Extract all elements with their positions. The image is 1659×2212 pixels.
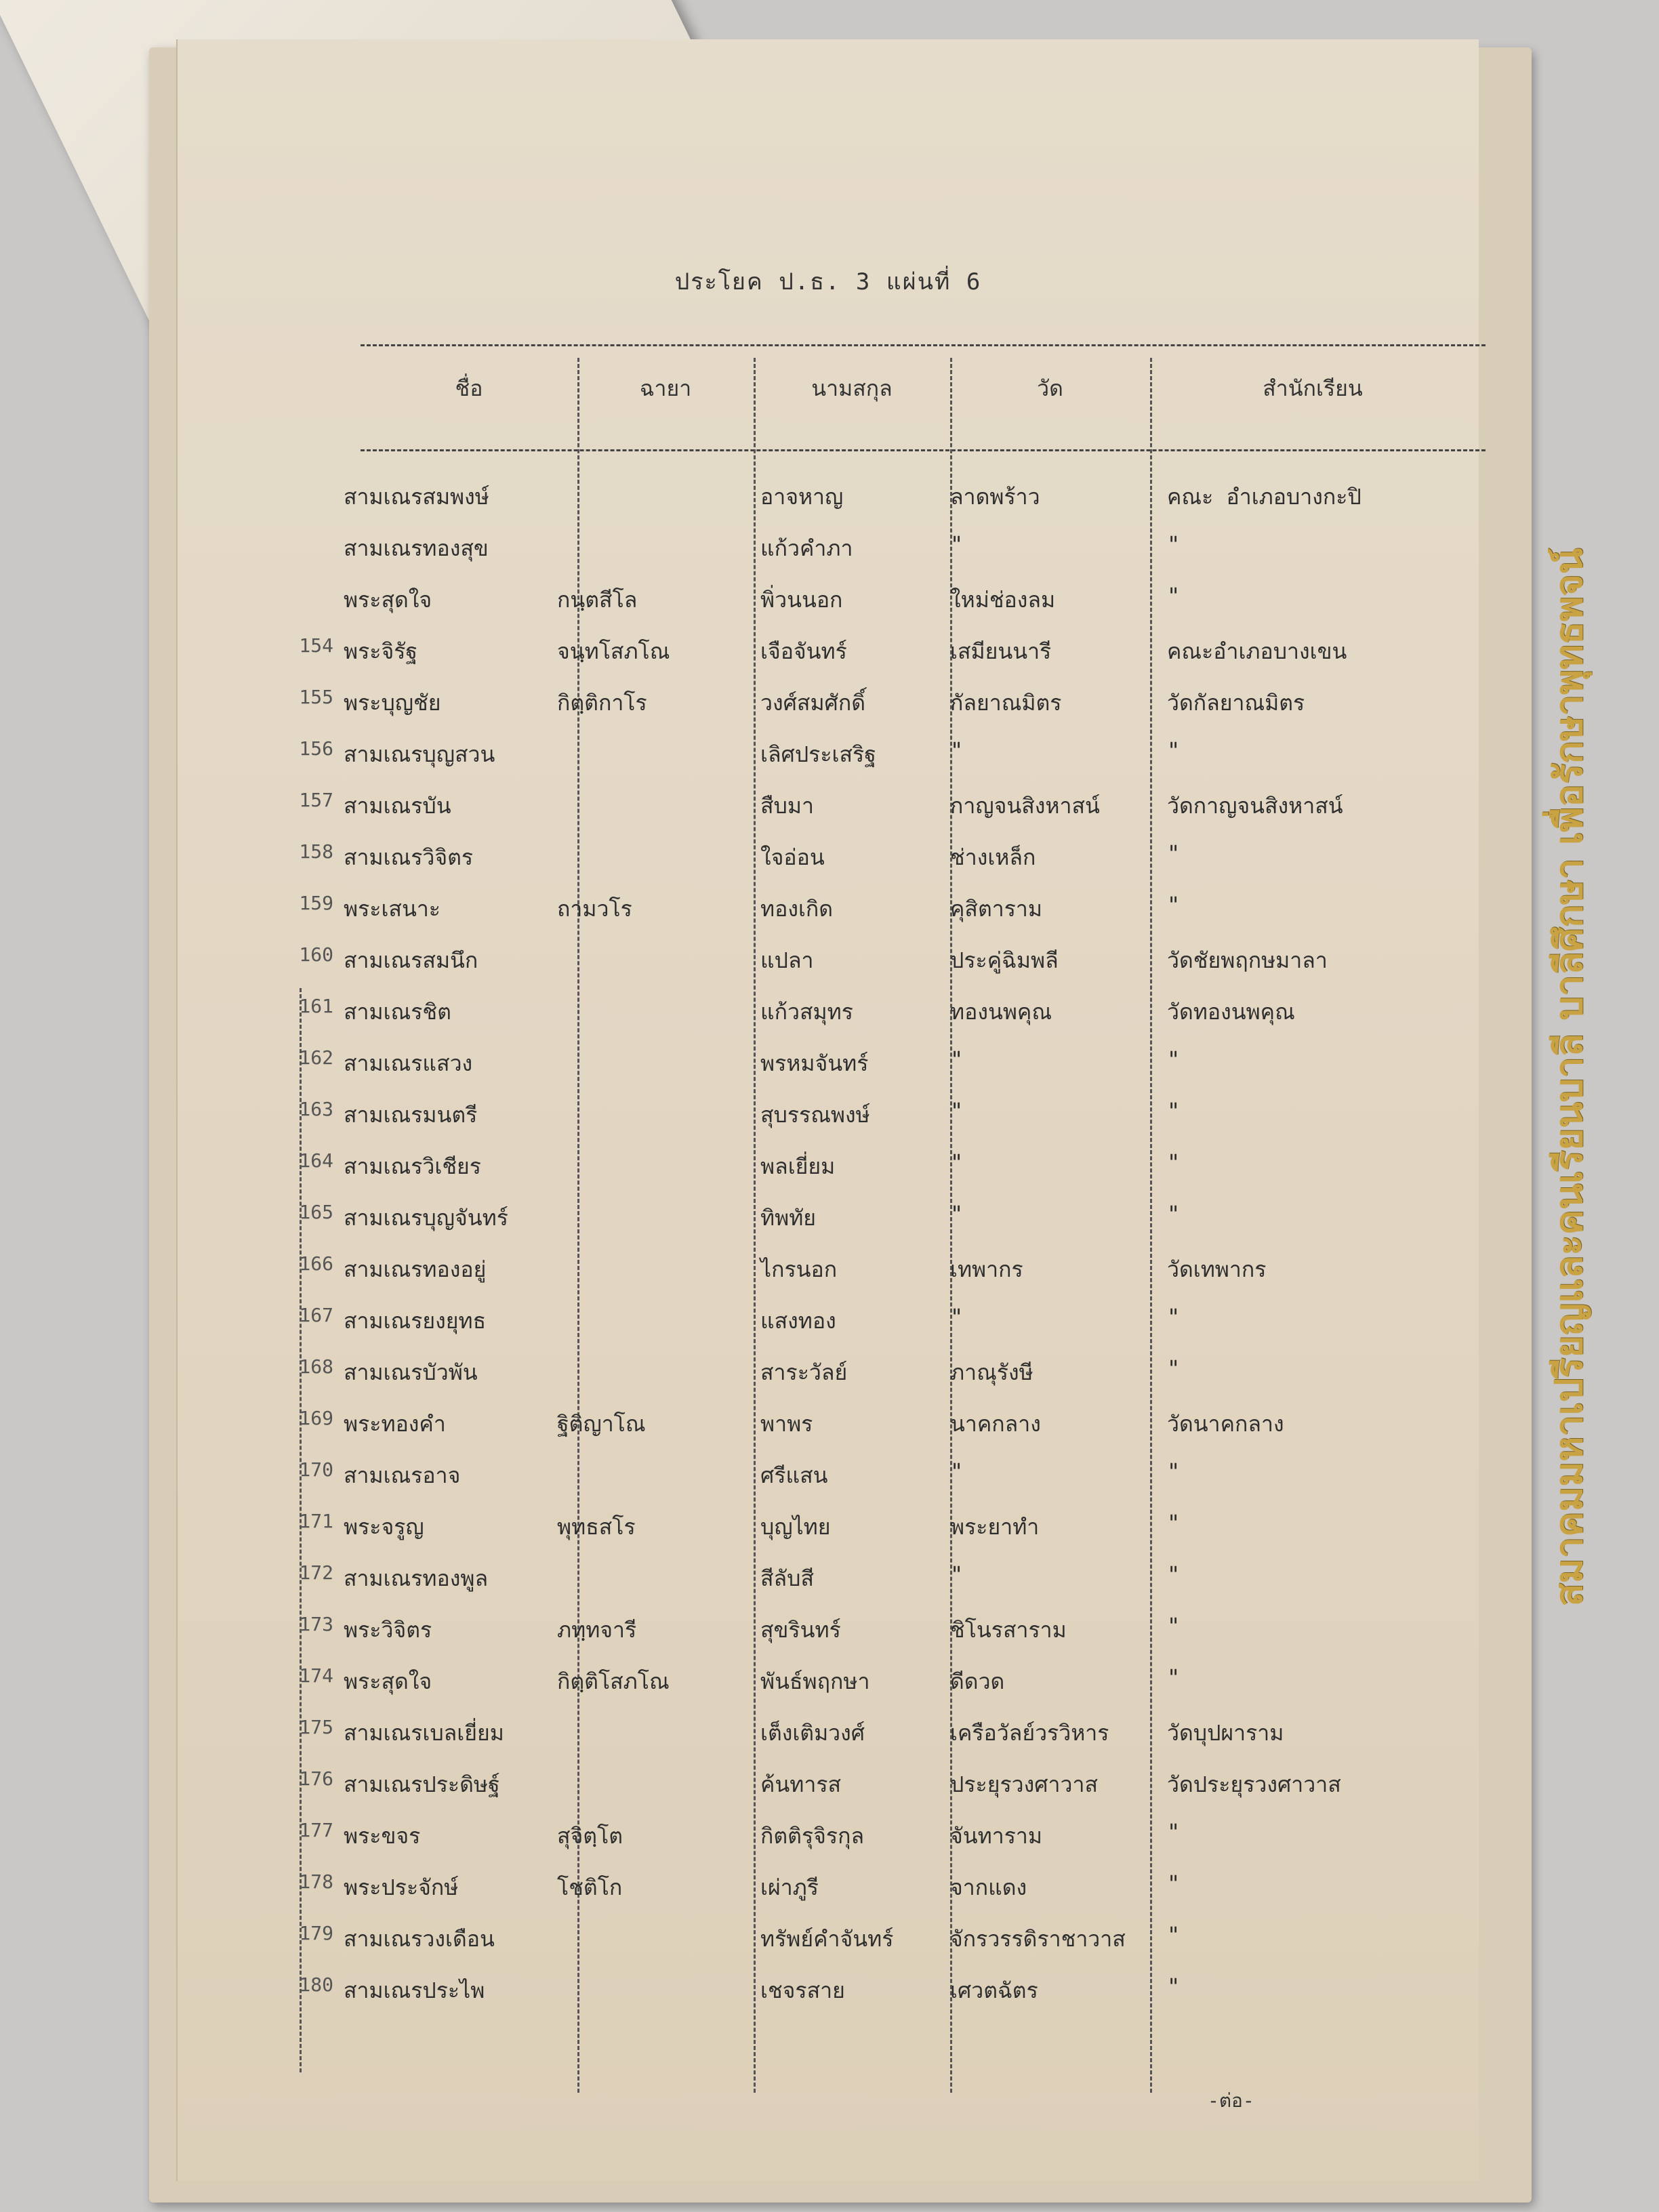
cell-temple: ภาณุรังษี <box>950 1359 1033 1385</box>
cell-name: พระจิรัฐ <box>344 638 418 664</box>
cell-school: " <box>1167 1973 1181 1999</box>
table-row <box>178 1407 1479 1457</box>
cell-temple: " <box>950 531 964 557</box>
table-row <box>178 1561 1479 1612</box>
cell-temple: เสมียนนารี <box>950 638 1052 664</box>
table-row <box>178 1870 1479 1921</box>
cell-surname: ทรัพย์คำจันทร์ <box>760 1926 894 1952</box>
cell-name: พระสุดใจ <box>344 587 432 613</box>
cell-num: 165 <box>299 1201 333 1223</box>
cell-name: สามเณรวิเชียร <box>344 1153 481 1179</box>
table-row <box>178 737 1479 787</box>
cell-school: " <box>1167 892 1181 918</box>
table-row <box>178 1510 1479 1560</box>
table-row <box>178 943 1479 994</box>
header-temple: วัด <box>1037 375 1063 401</box>
cell-num: 158 <box>299 840 333 863</box>
cell-name: สามเณรประดิษฐ์ <box>344 1771 500 1797</box>
table-row <box>178 1201 1479 1251</box>
cell-name: สามเณรสมนึก <box>344 947 478 973</box>
cell-num: 178 <box>299 1870 333 1893</box>
cell-name: พระบุญชัย <box>344 690 441 716</box>
cell-temple: พระยาทำ <box>950 1514 1040 1540</box>
cell-num: 179 <box>299 1922 333 1944</box>
cell-num: 164 <box>299 1149 333 1172</box>
cell-name: สามเณรวิจิตร <box>344 844 474 870</box>
cell-temple: เทพากร <box>950 1256 1023 1282</box>
header-name: ชื่อ <box>455 375 483 401</box>
cell-surname: ไกรนอก <box>760 1256 838 1282</box>
cell-num: 177 <box>299 1819 333 1841</box>
cell-name: พระสุดใจ <box>344 1668 432 1694</box>
cell-alias: โชติโก <box>557 1875 623 1900</box>
cell-surname: ศรีแสน <box>760 1462 828 1488</box>
cell-name: สามเณรวงเดือน <box>344 1926 495 1952</box>
cell-temple: จากแดง <box>950 1875 1027 1900</box>
cell-num: 156 <box>299 737 333 760</box>
cell-alias: พุทธสโร <box>557 1514 636 1540</box>
cell-surname: เลิศประเสริฐ <box>760 741 876 767</box>
watermark-text: สมาคมมหาเปรียญและคนเรียนบาลี บาลีศึกษา เพื่อรักษาพุทธพจน์ <box>1547 548 1591 1607</box>
table-row <box>178 1304 1479 1354</box>
table-row <box>178 1046 1479 1097</box>
cell-num: 167 <box>299 1304 333 1326</box>
cell-alias: จนฺทโสภโณ <box>557 638 670 664</box>
cell-name: พระจรูญ <box>344 1514 424 1540</box>
cell-surname: แก้วคำภา <box>760 535 853 561</box>
cell-school: คณะอำเภอบางเขน <box>1167 638 1347 664</box>
cell-temple: " <box>950 1458 964 1484</box>
cell-num: 168 <box>299 1355 333 1378</box>
cell-surname: ใจอ่อน <box>760 844 825 870</box>
cell-school: " <box>1167 1201 1181 1227</box>
cell-school: " <box>1167 1458 1181 1484</box>
cell-school: " <box>1167 1304 1181 1330</box>
cell-num: 176 <box>299 1767 333 1790</box>
table-row <box>178 892 1479 942</box>
cell-temple: จักรวรรดิราชาวาส <box>950 1926 1126 1952</box>
cell-surname: อาจหาญ <box>760 484 844 510</box>
cell-num: 172 <box>299 1561 333 1584</box>
cell-school: วัดนาคกลาง <box>1167 1411 1284 1437</box>
cell-surname: บุญไทย <box>760 1514 831 1540</box>
cell-surname: สีลับสี <box>760 1565 814 1591</box>
cell-school: " <box>1167 1561 1181 1587</box>
cell-num: 160 <box>299 943 333 966</box>
cell-alias: สุจิตฺโต <box>557 1823 623 1849</box>
cell-name: สามเณรอาจ <box>344 1462 461 1488</box>
cell-temple: ชิโนรสาราม <box>950 1617 1067 1643</box>
cell-name: สามเณรยงยุทธ <box>344 1308 487 1334</box>
cell-surname: แปลา <box>760 947 814 973</box>
cell-surname: กิตติรุจิรกุล <box>760 1823 865 1849</box>
cell-num: 154 <box>299 634 333 657</box>
cell-temple: จันทาราม <box>950 1823 1042 1849</box>
cell-surname: เจือจันทร์ <box>760 638 847 664</box>
cell-num: 170 <box>299 1458 333 1481</box>
cell-surname: ทองเกิด <box>760 896 834 922</box>
cell-num: 161 <box>299 995 333 1017</box>
cell-surname: วงศ์สมศักดิ์ <box>760 690 865 716</box>
table-row <box>178 1716 1479 1766</box>
table-row <box>178 1149 1479 1200</box>
cell-temple: " <box>950 1098 964 1124</box>
table-row <box>178 583 1479 633</box>
header-school: สำนักเรียน <box>1263 375 1363 401</box>
cell-num: 163 <box>299 1098 333 1120</box>
cell-num: 175 <box>299 1716 333 1738</box>
cell-num: 171 <box>299 1510 333 1532</box>
cell-temple: " <box>950 1561 964 1587</box>
table-row <box>178 995 1479 1045</box>
cell-alias: กิตฺติโสภโณ <box>557 1668 670 1694</box>
cell-surname: พิ่วนนอก <box>760 587 843 613</box>
cell-name: สามเณรบุญจันทร์ <box>344 1205 508 1231</box>
cell-surname: พลเยี่ยม <box>760 1153 836 1179</box>
cell-temple: " <box>950 1304 964 1330</box>
cell-temple: " <box>950 1201 964 1227</box>
cell-surname: เผ่าภูรี <box>760 1875 819 1900</box>
cell-school: " <box>1167 1098 1181 1124</box>
cell-temple: ลาดพร้าว <box>950 484 1040 510</box>
cell-name: สามเณรบัน <box>344 793 451 819</box>
cell-school: " <box>1167 1819 1181 1845</box>
cell-surname: เต็งเติมวงศ์ <box>760 1720 865 1746</box>
header-surname: นามสกุล <box>811 375 893 401</box>
header-top-rule <box>361 344 1486 346</box>
cell-name: สามเณรชิต <box>344 999 451 1025</box>
cell-name: สามเณรทองสุข <box>344 535 489 561</box>
table-row <box>178 1355 1479 1406</box>
page-title: ประโยค ป.ธ. 3 แผ่นที่ 6 <box>674 268 982 295</box>
cell-school: " <box>1167 1870 1181 1896</box>
cell-num: 169 <box>299 1407 333 1429</box>
watermark <box>1518 441 1620 1715</box>
table-row <box>178 789 1479 839</box>
cell-school: วัดบุปผาราม <box>1167 1720 1284 1746</box>
cell-temple: ดีดวด <box>950 1668 1005 1694</box>
cell-temple: เศวตฉัตร <box>950 1978 1038 2003</box>
cell-temple: " <box>950 737 964 763</box>
cell-surname: สุขรินทร์ <box>760 1617 841 1643</box>
table-row <box>178 531 1479 581</box>
cell-name: สามเณรบุญสวน <box>344 741 495 767</box>
cell-surname: พันธ์พฤกษา <box>760 1668 870 1694</box>
cell-school: " <box>1167 583 1181 609</box>
cell-name: พระทองคำ <box>344 1411 446 1437</box>
table-row <box>178 686 1479 736</box>
header-bottom-rule <box>361 449 1486 451</box>
cell-school: " <box>1167 1664 1181 1690</box>
cell-temple: ช่างเหล็ก <box>950 844 1036 870</box>
cell-surname: พรหมจันทร์ <box>760 1050 869 1076</box>
cell-school: " <box>1167 1510 1181 1536</box>
cell-school: วัดเทพากร <box>1167 1256 1267 1282</box>
cell-temple: " <box>950 1046 964 1072</box>
cell-name: สามเณรมนตรี <box>344 1102 478 1128</box>
cell-school: คณะ อำเภอบางกะปิ <box>1167 484 1361 510</box>
cell-name: สามเณรสมพงษ์ <box>344 484 489 510</box>
cell-name: พระวิจิตร <box>344 1617 432 1643</box>
continued-mark: -ต่อ- <box>1208 2089 1254 2112</box>
table-row <box>178 634 1479 684</box>
cell-temple: ประยุรวงศาวาส <box>950 1771 1098 1797</box>
cell-num: 173 <box>299 1613 333 1635</box>
cell-name: พระประจักษ์ <box>344 1875 459 1900</box>
cell-temple: " <box>950 1149 964 1175</box>
table-row <box>178 1819 1479 1869</box>
cell-school: " <box>1167 1046 1181 1072</box>
cell-name: สามเณรบัวพัน <box>344 1359 478 1385</box>
cell-surname: สุบรรณพงษ์ <box>760 1102 870 1128</box>
cell-school: " <box>1167 531 1181 557</box>
cell-name: สามเณรทองอยู่ <box>344 1256 487 1282</box>
cell-temple: นาคกลาง <box>950 1411 1041 1437</box>
cell-surname: เชจรสาย <box>760 1978 845 2003</box>
table-row <box>178 1613 1479 1663</box>
cell-num: 157 <box>299 789 333 811</box>
cell-name: สามเณรเบลเยี่ยม <box>344 1720 504 1746</box>
cell-surname: แก้วสมุทร <box>760 999 853 1025</box>
cell-surname: พาพร <box>760 1411 813 1437</box>
header-alias: ฉายา <box>639 375 692 401</box>
cell-name: สามเณรประไพ <box>344 1978 485 2003</box>
cell-school: วัดประยุรวงศาวาส <box>1167 1771 1341 1797</box>
table-row <box>178 1098 1479 1148</box>
document-page <box>176 39 1479 2181</box>
cell-temple: กาญจนสิงหาสน์ <box>950 793 1100 819</box>
cell-school: วัดกาญจนสิงหาสน์ <box>1167 793 1343 819</box>
cell-school: " <box>1167 1149 1181 1175</box>
cell-school: วัดชัยพฤกษมาลา <box>1167 947 1328 973</box>
cell-temple: ประคู่ฉิมพลี <box>950 947 1059 973</box>
table-row <box>178 1458 1479 1509</box>
cell-school: " <box>1167 1922 1181 1948</box>
table-row <box>178 1767 1479 1818</box>
cell-surname: ค้นทารส <box>760 1771 842 1797</box>
cell-alias: ถามวโร <box>557 896 632 922</box>
table-row <box>178 840 1479 890</box>
table-row <box>178 1252 1479 1303</box>
cell-alias: ภทฺทจารี <box>557 1617 637 1643</box>
cell-name: สามเณรแสวง <box>344 1050 473 1076</box>
table-row <box>178 1664 1479 1715</box>
cell-temple: ใหม่ช่องลม <box>950 587 1056 613</box>
cell-alias: กิตฺติกาโร <box>557 690 647 716</box>
table-row <box>178 1973 1479 2024</box>
cell-surname: ทิพทัย <box>760 1205 817 1231</box>
cell-temple: ทองนพคุณ <box>950 999 1052 1025</box>
cell-name: พระขจร <box>344 1823 421 1849</box>
cell-school: วัดกัลยาณมิตร <box>1167 690 1305 716</box>
cell-num: 159 <box>299 892 333 914</box>
cell-surname: สืบมา <box>760 793 814 819</box>
cell-alias: ฐิติญาโณ <box>557 1411 646 1437</box>
cell-name: สามเณรทองพูล <box>344 1565 489 1591</box>
cell-name: พระเสนาะ <box>344 896 441 922</box>
cell-num: 174 <box>299 1664 333 1687</box>
cell-alias: กนฺตสีโล <box>557 587 638 613</box>
cell-temple: เครือวัลย์วรวิหาร <box>950 1720 1109 1746</box>
cell-school: " <box>1167 1613 1181 1639</box>
table-row <box>178 480 1479 530</box>
cell-num: 180 <box>299 1973 333 1996</box>
table-row <box>178 1922 1479 1972</box>
cell-school: " <box>1167 737 1181 763</box>
cell-school: " <box>1167 1355 1181 1381</box>
cell-school: " <box>1167 840 1181 866</box>
cell-temple: คุสิตาราม <box>950 896 1042 922</box>
cell-num: 162 <box>299 1046 333 1069</box>
cell-surname: สาระวัลย์ <box>760 1359 848 1385</box>
cell-num: 155 <box>299 686 333 708</box>
cell-temple: กัลยาณมิตร <box>950 690 1062 716</box>
cell-school: วัดทองนพคุณ <box>1167 999 1295 1025</box>
cell-surname: แสงทอง <box>760 1308 836 1334</box>
cell-num: 166 <box>299 1252 333 1275</box>
